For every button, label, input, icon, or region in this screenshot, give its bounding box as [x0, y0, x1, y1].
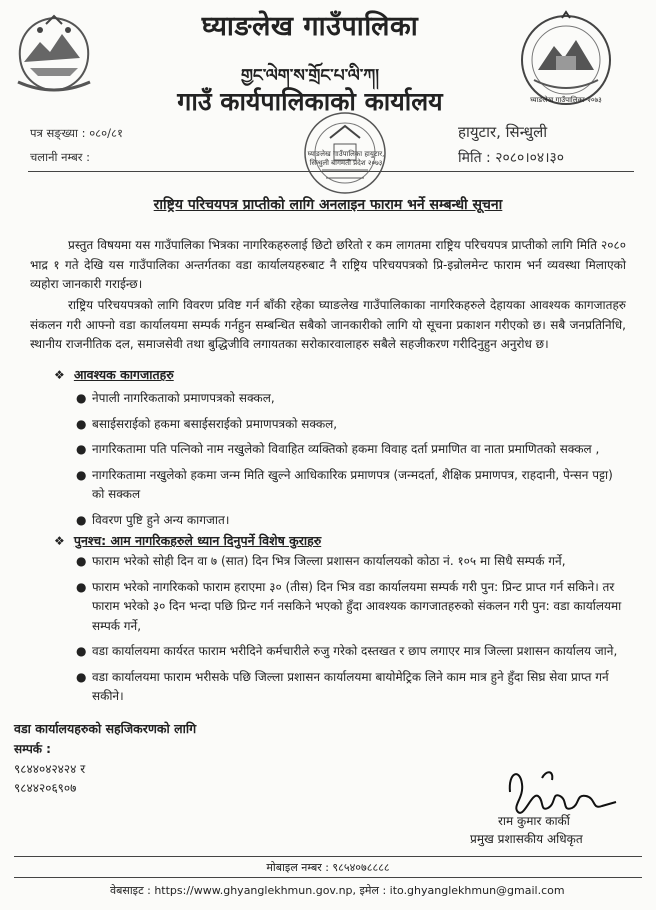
letter-date: मिति : २०८०।०४।३० — [458, 150, 565, 166]
list-item: ● फाराम भरेको नागरिकको फाराम हराएमा ३० (तीस) दिन भित्र वडा कार्यालयमा सम्पर्क गरी पुन: प्रिन्ट प्राप्त गर्न सकिने। तर फाराम भरेको ३० दिन भन्दा पछि प्रिन्ट गर्न नसकिने भएको हुँदा आवश्यक कागजातहरुको संकलन गरी पुन: वडा कार्यालयमा सम्पर्क गर्ने, — [76, 579, 622, 633]
letter-number: पत्र सङ्ख्या : ०८०/८१ — [30, 126, 123, 140]
facilitation-heading: वडा कार्यालयहरुको सहजिकरणको लागि — [14, 721, 197, 736]
bullet-icon: ● — [76, 391, 87, 405]
list-item: ● बसाईसराईको हकमा बसाईसराईको प्रमाणपत्रको सक्कल, — [92, 415, 624, 435]
bullet-icon: ● — [76, 669, 87, 684]
bullet-icon: ● — [76, 579, 87, 594]
list-item: ● वडा कार्यालयमा फाराम भरीसके पछि जिल्ला प्रशासन कार्यालयमा बायोमेट्रिक लिने काम मात्र हुने हुँदा सिघ्र सेवा प्राप्त गर्न सकीने। — [76, 669, 609, 703]
request-paragraph: राष्ट्रिय परिचयपत्रको लागि विवरण प्रविष्ट गर्न बाँकी रहेका घ्याङलेख गाउँपालिकाका नागरिकहरुले देहायका आवश्यक कागजातहरु संकलन गरी आफ्नो वडा कार्यालयमा सम्पर्क गर्नहुन सम्बन्धित सबैको जानकारीको लागि यो सूचना प्रकाशन गरीएको छ। सबै जनप्रतिनिधि, स्थानीय राजनीतिक दल, समाजसेवी तथा बुद्धिजीवि लगायतका सरोकारवालाहरु सबैले सहजीकरण गरीदिनुहुन अनुरोध छ। — [30, 298, 626, 351]
documents-section-title: आवश्यक कागजातहरु — [73, 367, 174, 382]
contact-phone-1: ९८४४०४२४२४ र — [14, 762, 86, 776]
contact-label: सम्पर्क : — [14, 742, 51, 756]
list-item: ● नागरिकतामा पति पत्निको नाम नखुलेको विवाहित व्यक्तिको हकमा विवाह दर्ता प्रमाणित वा नाता प्रमाणितको सक्कल , — [92, 440, 624, 460]
diamond-bullet-icon: ❖ — [54, 368, 65, 382]
tibetan-line: གྱང་ལེག་ས་གྲོང་པ་ལི་ཀ། — [240, 66, 380, 86]
nepal-emblem-logo — [10, 12, 98, 96]
list-item: ● फाराम भरेको सोही दिन वा ७ (सात) दिन भित्र जिल्ला प्रशासन कार्यालयको कोठा नं. १०५ मा सिधै सम्पर्क गर्ने, — [92, 552, 624, 572]
footer-website: वेबसाइट : https://www.ghyanglekhmun.gov.np, इमेल : ito.ghyanglekhmun@gmail.com — [110, 884, 565, 897]
list-item: ● नेपाली नागरिकताको प्रमाणपत्रको सक्कल, — [92, 389, 624, 409]
intro-paragraph: प्रस्तुत विषयमा यस गाउँपालिका भित्रका नागरिकहरुलाई छिटो छरितो र कम लागतमा राष्ट्रिय परिचयपत्र प्राप्तीको लागि मिति २०८० भाद्र १ गते देखि यस गाउँपालिका अन्तर्गतका वडा कार्यालयहरुबाट नै राष्ट्रिय परिचयपत्रको प्रि-इन्रोलमेन्ट फाराम भर्न व्यवस्था मिलाएको व्यहोरा जानकारी गराईन्छ। — [30, 238, 626, 291]
list-item: ● विवरण पुष्टि हुने अन्य कागजात। — [92, 511, 624, 531]
office-location: हायुटार, सिन्धुली — [458, 123, 548, 141]
seal-text: घ्याङलेख गाउँपालिका हायुटार, सिन्धुली बागमती प्रदेश २०७३ — [307, 150, 385, 167]
bullet-icon: ● — [76, 512, 87, 527]
documents-section-heading — [54, 364, 174, 383]
footer-divider-2 — [14, 877, 642, 878]
documents-list — [76, 389, 624, 536]
attention-list — [76, 552, 624, 713]
logo-caption: घ्याङलेख गाउँपालिका-२०७३ — [530, 96, 602, 104]
attention-section-title: पुनश्च: आम नागरिकहरुले ध्यान दिनुपर्ने विशेष कुराहरु — [73, 533, 322, 548]
dispatch-number: चलानी नम्बर : — [30, 150, 91, 164]
signatory-name: राम कुमार कार्की — [498, 814, 570, 828]
office-name: गाउँ कार्यपालिकाको कार्यालय — [177, 87, 443, 116]
footer-mobile: मोबाइल नम्बर : ९८५४०७८८८८ — [266, 861, 390, 874]
header-divider — [28, 171, 634, 172]
contact-phone-2: ९८४४२०६९०७ — [14, 781, 77, 795]
attention-section-heading — [54, 530, 321, 549]
bullet-icon: ● — [76, 644, 87, 658]
bullet-icon: ● — [76, 416, 87, 431]
bullet-icon: ● — [76, 554, 87, 568]
diamond-bullet-icon: ❖ — [54, 534, 65, 548]
signatory-title: प्रमुख प्रशासकीय अधिकृत — [470, 832, 583, 846]
list-item: ● नागरिकतामा नखुलेको हकमा जन्म मिति खुल्ने आधिकारिक प्रमाणपत्र (जन्मदर्ता, शैक्षिक प्रमाणपत्र, राहदानी, पेन्सन पट्टा) को सक्कल — [76, 467, 613, 501]
bullet-icon: ● — [76, 442, 87, 456]
footer-divider — [14, 856, 642, 857]
bullet-icon: ● — [76, 467, 87, 482]
municipality-name: घ्याङलेख गाउँपालिका — [201, 11, 419, 42]
municipality-logo — [516, 10, 616, 116]
list-item: ● वडा कार्यालयमा कार्यरत फाराम भरीदिने कर्मचारीले रुजु गरेको दस्तखत र छाप लगाएर मात्र जिल्ला प्रशासन कार्यालय जाने, — [92, 642, 624, 662]
notice-title: राष्ट्रिय परिचयपत्र प्राप्तीको लागि अनलाइन फाराम भर्ने सम्बन्धी सूचना — [153, 197, 503, 213]
